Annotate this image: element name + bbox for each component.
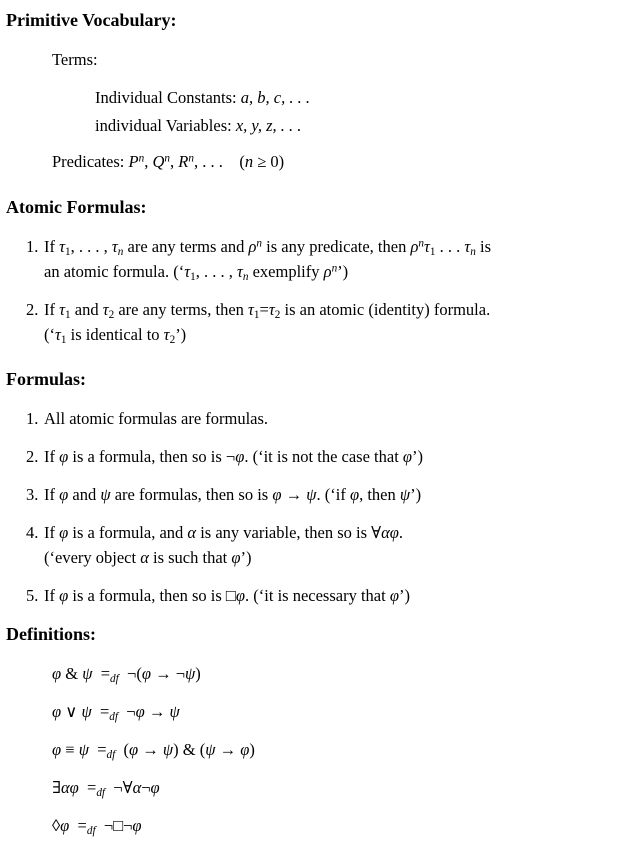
definition-existential: ∃αφ =df ¬∀α¬φ	[52, 778, 160, 799]
item-number: 2.	[26, 447, 39, 466]
item-number: 1.	[26, 237, 39, 256]
section-definitions	[6, 622, 614, 838]
item-text: If φ is a formula, and α is any variable, then so is ∀αφ. (‘every object α is such that φ’)	[44, 523, 404, 567]
definition-disjunction: φ ∨ ψ =df ¬φ → ψ	[52, 702, 180, 723]
atomic-item-1	[26, 234, 614, 284]
item-number: 1.	[26, 409, 39, 428]
item-text: All atomic formulas are formulas.	[44, 409, 269, 428]
item-text: If φ and ψ are formulas, then so is φ → ψ. (‘if φ, then ψ’)	[44, 485, 422, 504]
formulas-item-2	[26, 444, 614, 469]
item-number: 2.	[26, 300, 39, 319]
section-primitive-vocabulary	[6, 8, 614, 175]
definitions-heading: Definitions:	[6, 624, 96, 644]
predicates-line: Predicates: $P^n$, $Q^n$, $R^n$, . . . (n ≥ 0)	[52, 152, 285, 171]
definition-conjunction: φ & ψ =df ¬(φ → ¬ψ)	[52, 664, 201, 685]
item-text: If τ1, . . . , τn are any terms and $\rho^n$ is any predicate, then $\rho^n\tau 1$ . . . τn is an atomic formula. (‘τ1, . . . , τn exemplify $\rho^n$’)	[44, 237, 492, 283]
definition-biconditional: φ ≡ ψ =df (φ → ψ) & (ψ → φ)	[52, 740, 255, 761]
formulas-item-4	[26, 520, 614, 570]
individual-variables-line: individual Variables: x, y, z, . . .	[95, 116, 302, 135]
formulas-item-5	[26, 583, 614, 608]
atomic-item-2	[26, 297, 614, 347]
individual-constants-line: Individual Constants: a, b, c, . . .	[95, 88, 310, 107]
formulas-item-3	[26, 482, 614, 507]
item-text: If φ is a formula, then so is ¬φ. (‘it is not the case that φ’)	[44, 447, 424, 466]
item-number: 4.	[26, 523, 39, 542]
definition-possibility: ◊φ =df ¬□¬φ	[52, 816, 142, 837]
item-text: If φ is a formula, then so is □φ. (‘it is necessary that φ’)	[44, 586, 410, 605]
item-text: If τ1 and τ2 are any terms, then τ1=τ2 is an atomic (identity) formula. (‘τ1 is identical to τ2’)	[44, 300, 491, 346]
item-number: 3.	[26, 485, 39, 504]
formulas-item-1	[26, 406, 614, 431]
item-number: 5.	[26, 586, 39, 605]
formulas-heading: Formulas:	[6, 369, 86, 389]
terms-label: Terms:	[52, 50, 98, 69]
primitive-vocabulary-heading: Primitive Vocabulary:	[6, 10, 177, 30]
section-atomic-formulas	[6, 195, 614, 347]
section-formulas	[6, 367, 614, 608]
atomic-formulas-heading: Atomic Formulas:	[6, 197, 147, 217]
